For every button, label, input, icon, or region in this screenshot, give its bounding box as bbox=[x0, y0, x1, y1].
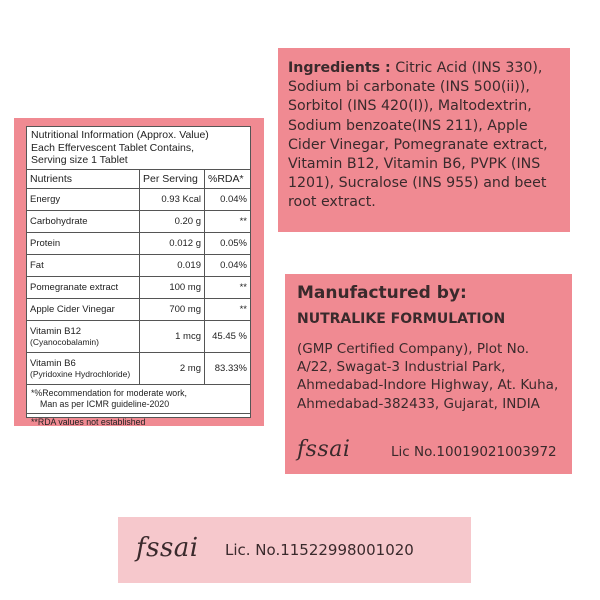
nutrient-rda: 0.04% bbox=[205, 254, 251, 276]
table-row bbox=[27, 188, 250, 210]
nutrition-header-row bbox=[27, 170, 250, 189]
table-row bbox=[27, 254, 250, 276]
nutrient-value: 1 mcg bbox=[140, 320, 205, 352]
nutrient-subname: (Pyridoxine Hydrochloride) bbox=[30, 368, 131, 379]
nutrient-value: 0.93 Kcal bbox=[140, 188, 205, 210]
license-number: Lic. No.11522998001020 bbox=[225, 541, 414, 559]
nutrient-name: Apple Cider Vinegar bbox=[27, 298, 140, 320]
nutrient-value: 100 mg bbox=[140, 276, 205, 298]
license-strip bbox=[118, 517, 471, 583]
fssai-logo: fssai bbox=[297, 437, 351, 462]
nutrient-name: Vitamin B6 bbox=[30, 357, 76, 369]
footnote-rda-cont: Man as per ICMR guideline-2020 bbox=[40, 398, 170, 409]
footnote-rda: *%Recommendation for moderate work, bbox=[31, 387, 187, 398]
nutrition-footnotes bbox=[27, 385, 250, 431]
ingredients-list: Citric Acid (INS 330), Sodium bi carbonate (INS 500(ii)), Sorbitol (INS 420(I)), Maltodextrin, Sodium benzoate(INS 211), Apple Cider Vinegar, Pomegranate extract, Vitamin B12, Vitamin B6, PVPK (INS 1201), Sucralose (INS 955) and beet root extract. bbox=[288, 60, 548, 211]
nutrient-rda: 0.04% bbox=[205, 188, 251, 210]
nutrient-name: Carbohydrate bbox=[27, 210, 140, 232]
nutrient-subname: (Cyanocobalamin) bbox=[30, 336, 99, 347]
nutrient-rda: ** bbox=[205, 276, 251, 298]
manufacturer-title: Manufactured by: bbox=[297, 283, 467, 303]
nutrition-heading-line: Each Effervescent Tablet Contains, bbox=[31, 141, 195, 154]
nutrient-name: Vitamin B12 bbox=[30, 325, 82, 337]
nutrient-rda: 45.45 % bbox=[205, 320, 251, 352]
column-header-nutrients: Nutrients bbox=[27, 170, 140, 189]
table-row bbox=[27, 276, 250, 298]
fssai-logo: fssai bbox=[136, 533, 199, 563]
footnote-divider bbox=[27, 413, 250, 414]
nutrient-rda: 0.05% bbox=[205, 232, 251, 254]
nutrition-heading-line: Nutritional Information (Approx. Value) bbox=[31, 129, 209, 141]
nutrition-heading-line: Serving size 1 Tablet bbox=[31, 154, 128, 166]
nutrient-name: Energy bbox=[27, 188, 140, 210]
nutrient-rda: ** bbox=[205, 298, 251, 320]
ingredients-label: Ingredients : bbox=[288, 60, 391, 76]
nutrient-rda: 83.33% bbox=[205, 352, 251, 384]
table-row bbox=[27, 298, 250, 320]
ingredients-text bbox=[288, 59, 564, 213]
column-header-per-serving: Per Serving bbox=[140, 170, 205, 189]
nutrient-value: 0.012 g bbox=[140, 232, 205, 254]
table-row bbox=[27, 210, 250, 232]
manufacturer-company: NUTRALIKE FORMULATION bbox=[297, 311, 506, 327]
nutrient-rda: ** bbox=[205, 210, 251, 232]
manufacturer-panel bbox=[285, 274, 572, 474]
table-row bbox=[27, 352, 250, 384]
nutrient-name: Protein bbox=[27, 232, 140, 254]
nutrient-value: 2 mg bbox=[140, 352, 205, 384]
nutrient-value: 0.019 bbox=[140, 254, 205, 276]
nutrient-name: Fat bbox=[27, 254, 140, 276]
nutrition-table bbox=[27, 170, 250, 385]
nutrient-name: Pomegranate extract bbox=[27, 276, 140, 298]
nutrition-heading bbox=[27, 127, 250, 170]
footnote-not-established: **RDA values not established bbox=[31, 416, 146, 427]
table-row bbox=[27, 320, 250, 352]
manufacturer-license: Lic No.10019021003972 bbox=[391, 444, 557, 460]
ingredients-panel bbox=[278, 48, 570, 232]
manufacturer-address: (GMP Certified Company), Plot No. A/22, Swagat-3 Industrial Park, Ahmedabad-Indore Highway, At. Kuha, Ahmedabad-382433, Gujarat, INDIA bbox=[297, 341, 559, 412]
nutrition-table-box bbox=[26, 126, 251, 427]
nutrient-name-cell bbox=[27, 352, 140, 384]
nutrient-name-cell bbox=[27, 320, 140, 352]
nutrition-panel bbox=[14, 118, 264, 426]
nutrient-value: 0.20 g bbox=[140, 210, 205, 232]
table-row bbox=[27, 232, 250, 254]
column-header-rda: %RDA* bbox=[205, 170, 251, 189]
nutrient-value: 700 mg bbox=[140, 298, 205, 320]
